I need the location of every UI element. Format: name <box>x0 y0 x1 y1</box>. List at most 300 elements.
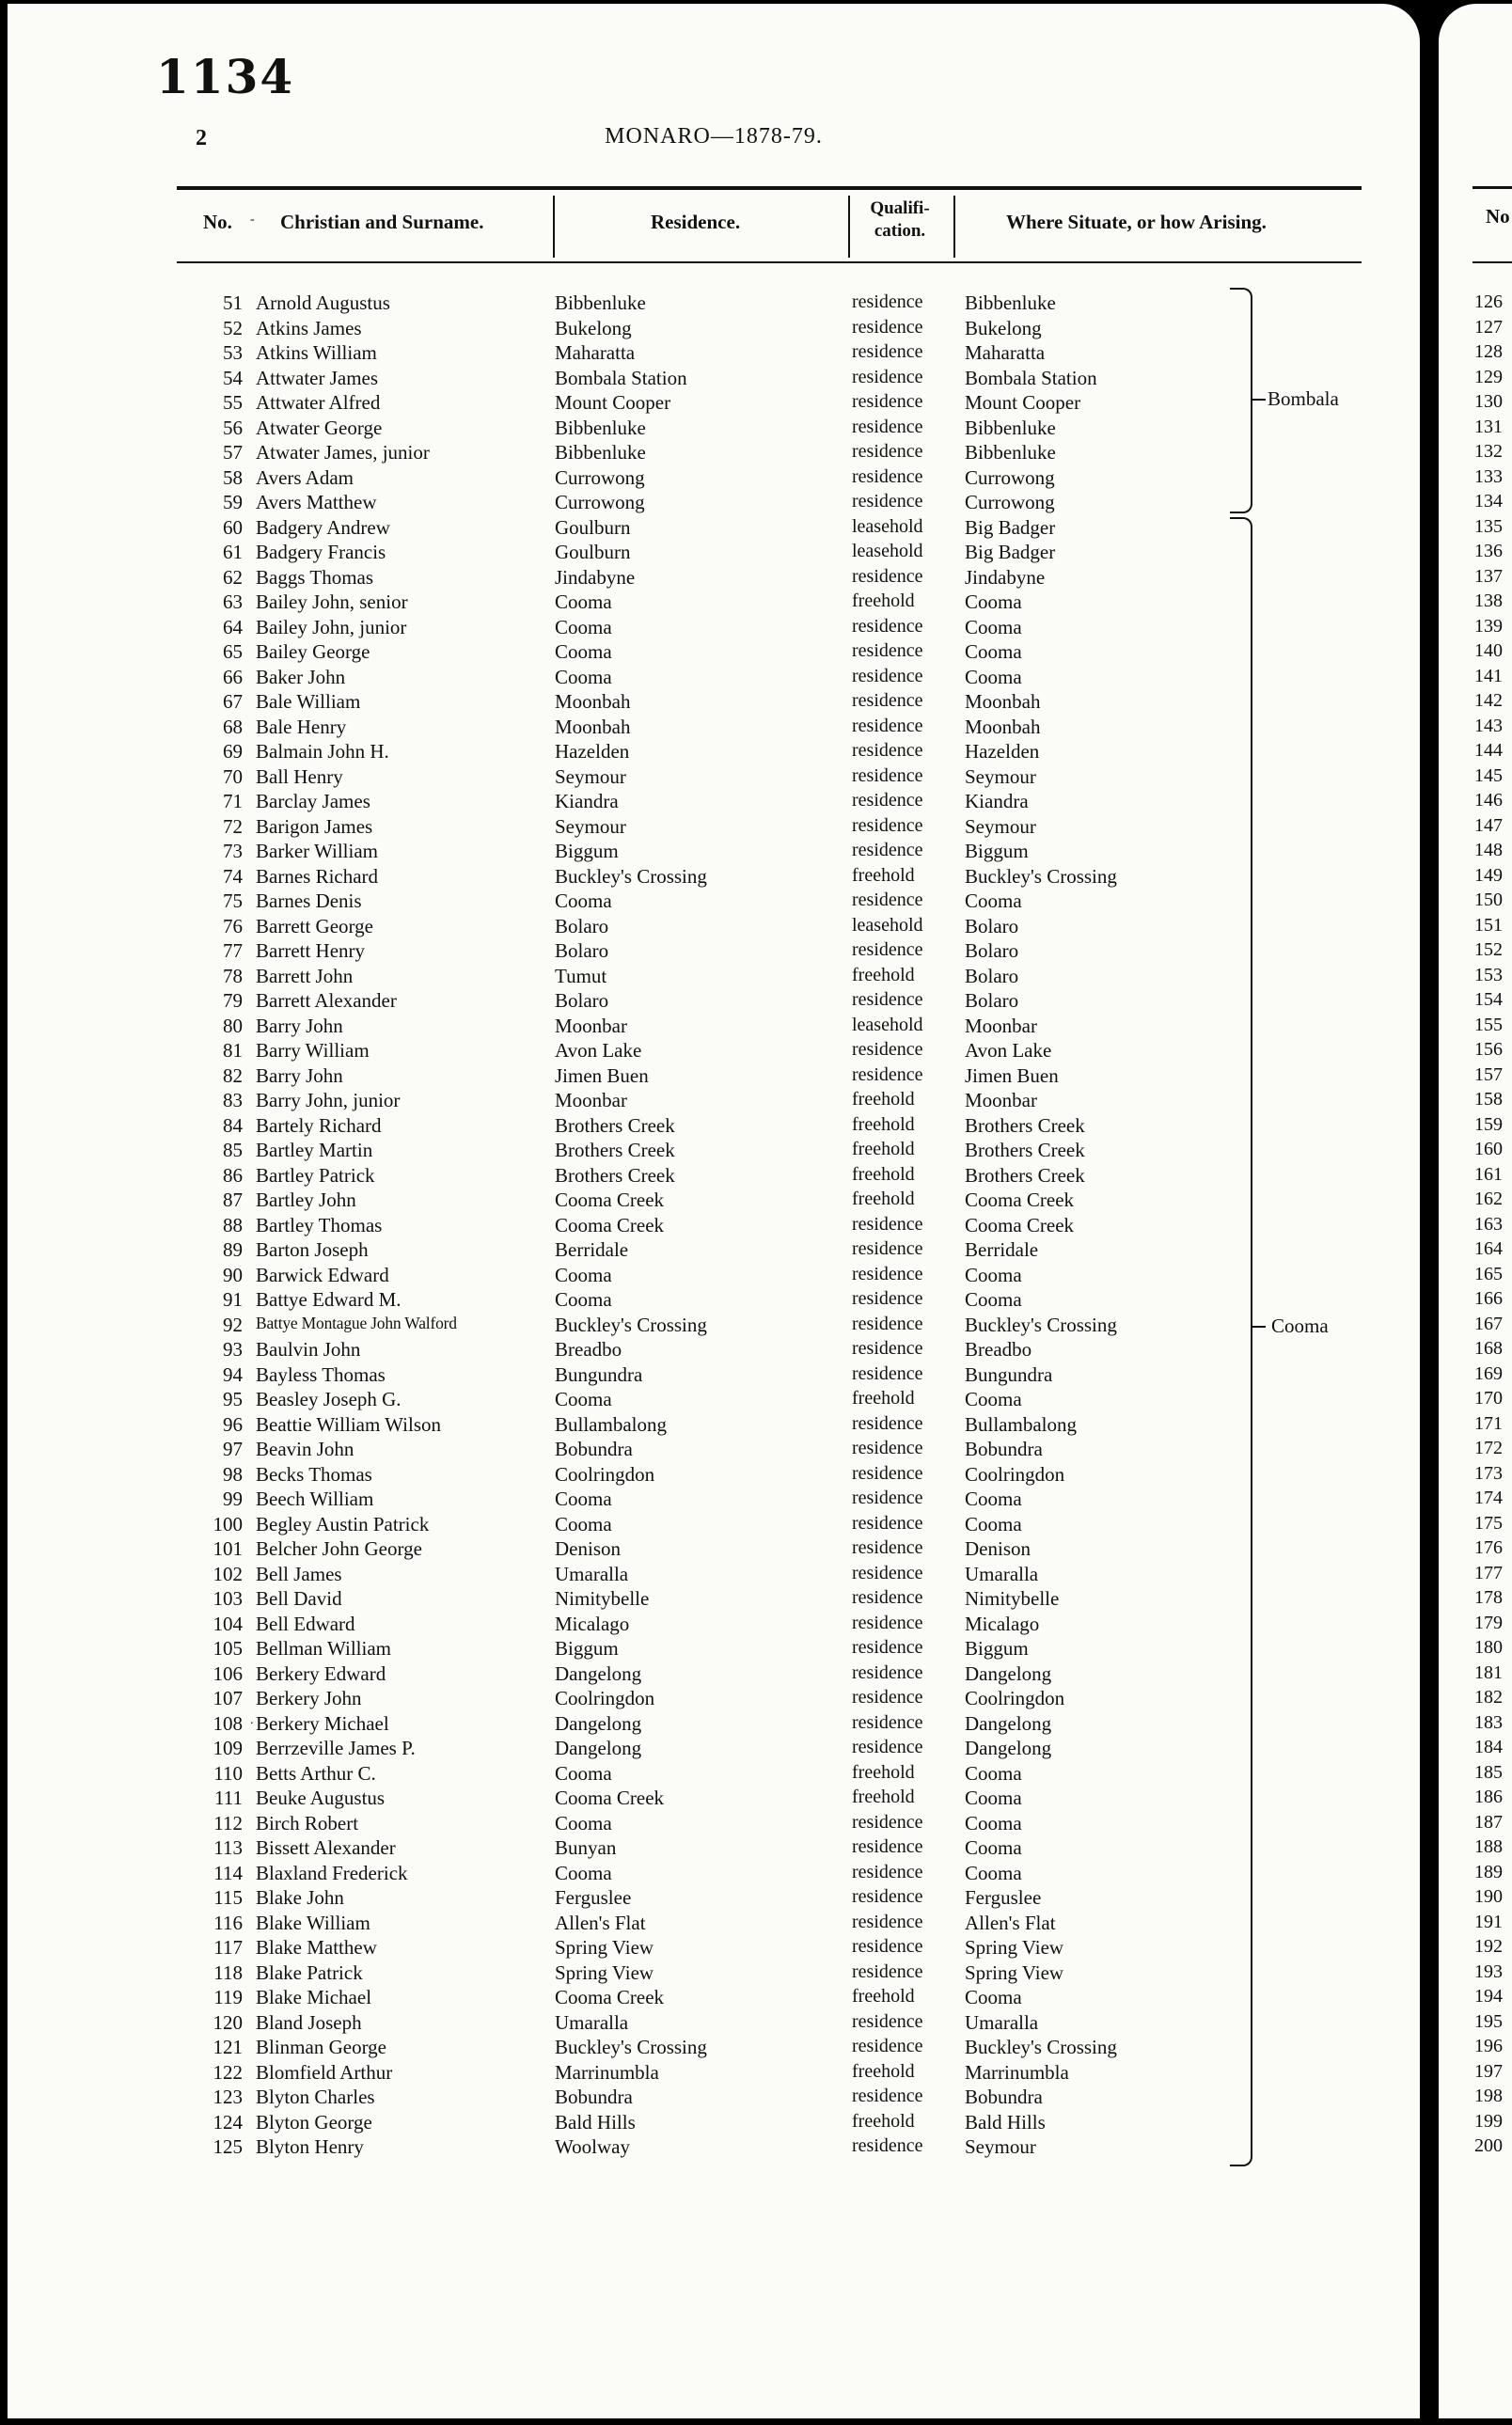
entry-residence: Currowong <box>555 491 645 513</box>
entry-number: 101 <box>213 1537 243 1560</box>
entry-number: 115 <box>213 1886 243 1909</box>
entry-name: Blyton George <box>256 2110 372 2134</box>
entry-residence: Kiandra <box>555 790 619 812</box>
entry-qualification: residence <box>852 840 923 860</box>
table-row <box>8 1886 1420 1912</box>
entry-qualification: freehold <box>852 1139 915 1159</box>
entry-where-situate: Seymour <box>965 814 1036 838</box>
entry-qualification: residence <box>852 1537 923 1558</box>
entry-residence: Cooma <box>555 1488 612 1510</box>
entry-name: Berkery Edward <box>256 1661 386 1685</box>
facing-entry-number: 196 <box>1474 2036 1503 2056</box>
facing-entry-number: 159 <box>1474 1113 1503 1135</box>
entry-name: Bartely Richard <box>256 1113 382 1137</box>
facing-entry-number: 176 <box>1474 1537 1503 1558</box>
page-number: 2 <box>196 126 207 150</box>
facing-entry-number: 169 <box>1474 1362 1503 1384</box>
facing-entry-number: 149 <box>1474 864 1503 886</box>
entry-residence: Denison <box>555 1537 621 1560</box>
header-qualification-line1: Qualifi- <box>870 198 930 218</box>
facing-entry-number: 178 <box>1474 1587 1503 1608</box>
table-row <box>8 989 1420 1015</box>
entry-number: 54 <box>223 366 243 389</box>
entry-where-situate: Umaralla <box>965 2010 1039 2034</box>
entry-number: 103 <box>213 1587 243 1610</box>
entry-number: 58 <box>223 465 243 489</box>
entry-qualification: residence <box>852 640 923 661</box>
entry-residence: Brothers Creek <box>555 1163 675 1187</box>
entry-name: Blyton Henry <box>256 2135 364 2158</box>
facing-entry-number: 138 <box>1474 591 1503 611</box>
entry-residence: Cooma <box>555 1861 612 1884</box>
entry-where-situate: Cooma <box>965 615 1022 638</box>
entry-where-situate: Biggum <box>965 840 1029 862</box>
entry-residence: Bobundra <box>555 2086 633 2108</box>
entry-qualification: residence <box>852 1960 923 1982</box>
entry-residence: Buckley's Crossing <box>555 2036 707 2058</box>
entry-residence: Cooma <box>555 1288 612 1311</box>
entry-number: 73 <box>223 840 243 862</box>
entry-qualification: leasehold <box>852 1014 923 1035</box>
table-row <box>8 1961 1420 1987</box>
entry-where-situate: Bobundra <box>965 2086 1043 2108</box>
entry-qualification: residence <box>852 2135 923 2156</box>
entry-residence: Spring View <box>555 1960 654 1984</box>
facing-entry-number: 189 <box>1474 1861 1503 1882</box>
facing-entry-number: 155 <box>1474 1014 1503 1035</box>
entry-qualification: residence <box>852 1687 923 1708</box>
entry-name: Battye Montague John Walford <box>256 1313 457 1332</box>
entry-qualification: residence <box>852 615 923 637</box>
table-row <box>8 2011 1420 2037</box>
entry-where-situate: Breadbo <box>965 1338 1032 1361</box>
entry-number: 108 <box>213 1711 243 1735</box>
entry-where-situate: Coolringdon <box>965 1687 1065 1709</box>
entry-where-situate: Bolaro <box>965 914 1019 937</box>
entry-number: 65 <box>223 640 243 663</box>
entry-name: Bartley John <box>256 1189 356 1211</box>
entry-where-situate: Cooma <box>965 1986 1022 2008</box>
entry-qualification: residence <box>852 1288 923 1309</box>
table-row <box>8 1537 1420 1563</box>
facing-entry-number: 153 <box>1474 964 1503 985</box>
table-row <box>8 840 1420 865</box>
entry-where-situate: Allen's Flat <box>965 1911 1056 1934</box>
table-row <box>8 441 1420 466</box>
entry-qualification: residence <box>852 441 923 462</box>
entry-qualification: residence <box>852 416 923 437</box>
table-row <box>8 1463 1420 1488</box>
entry-where-situate: Umaralla <box>965 1562 1039 1585</box>
entry-name: Blinman George <box>256 2036 387 2058</box>
entry-number: 51 <box>223 291 243 314</box>
entry-number: 80 <box>223 1014 243 1037</box>
entry-number: 111 <box>214 1787 243 1809</box>
entry-number: 98 <box>223 1462 243 1486</box>
entry-number: 93 <box>223 1338 243 1361</box>
entry-residence: Brothers Creek <box>555 1139 675 1161</box>
entry-number: 95 <box>223 1388 243 1410</box>
entry-number: 124 <box>213 2110 243 2134</box>
facing-entry-number: 126 <box>1474 291 1503 312</box>
header-top-rule <box>177 186 1362 190</box>
entry-name: Barry John <box>256 1063 343 1087</box>
facing-entry-number: 135 <box>1474 515 1503 537</box>
entry-name: Betts Arthur C. <box>256 1761 376 1785</box>
header-name: Christian and Surname. <box>280 211 484 233</box>
entry-where-situate: Biggum <box>965 1637 1029 1660</box>
entry-where-situate: Maharatta <box>965 341 1046 364</box>
entry-residence: Bobundra <box>555 1438 633 1460</box>
entry-qualification: residence <box>852 291 923 312</box>
entry-number: 107 <box>213 1687 243 1709</box>
entry-number: 62 <box>223 565 243 589</box>
facing-entry-number: 200 <box>1474 2135 1503 2156</box>
entry-residence: Bibbenluke <box>555 441 646 464</box>
entry-qualification: residence <box>852 1562 923 1583</box>
entry-where-situate: Bald Hills <box>965 2110 1046 2134</box>
facing-numbers-list <box>1465 291 1503 2161</box>
entry-number: 79 <box>223 989 243 1012</box>
entry-qualification: residence <box>852 890 923 910</box>
entry-residence: Nimitybelle <box>555 1587 650 1610</box>
entry-qualification: residence <box>852 1213 923 1235</box>
table-row <box>8 815 1420 841</box>
header-where: Where Situate, or how Arising. <box>1006 211 1267 233</box>
facing-entry-number: 139 <box>1474 615 1503 637</box>
entry-where-situate: Bolaro <box>965 939 1019 962</box>
facing-entry-number: 165 <box>1474 1263 1503 1284</box>
entry-where-situate: Cooma <box>965 591 1022 613</box>
entry-name: Balmain John H. <box>256 740 389 763</box>
facing-entry-number: 184 <box>1474 1737 1503 1757</box>
table-row <box>8 765 1420 791</box>
entry-qualification: residence <box>852 565 923 587</box>
entry-number: 64 <box>223 615 243 638</box>
table-row <box>8 1836 1420 1862</box>
entry-where-situate: Dangelong <box>965 1661 1052 1685</box>
facing-entry-number: 199 <box>1474 2110 1503 2132</box>
entry-number: 106 <box>213 1661 243 1685</box>
entry-residence: Biggum <box>555 840 619 862</box>
entry-residence: Currowong <box>555 465 645 489</box>
facing-entry-number: 128 <box>1474 341 1503 362</box>
entry-number: 92 <box>223 1313 243 1336</box>
district-label-cooma: Cooma <box>1271 1315 1329 1337</box>
entry-qualification: residence <box>852 939 923 960</box>
facing-entry-number: 131 <box>1474 416 1503 437</box>
entry-qualification: residence <box>852 2010 923 2032</box>
entry-number: 81 <box>223 1039 243 1062</box>
entry-name: Barry William <box>256 1039 370 1062</box>
entry-number: 76 <box>223 914 243 937</box>
entry-number: 71 <box>223 790 243 812</box>
entry-number: 119 <box>213 1986 243 2008</box>
entry-name: Bellman William <box>256 1637 391 1660</box>
entry-qualification: residence <box>852 1587 923 1608</box>
entry-where-situate: Bibbenluke <box>965 416 1056 439</box>
running-title: MONARO—1878-79. <box>605 124 823 149</box>
entry-qualification: residence <box>852 1637 923 1658</box>
entry-qualification: residence <box>852 989 923 1010</box>
entry-name: Ball Henry <box>256 764 343 788</box>
entry-number: 86 <box>223 1163 243 1187</box>
header-divider <box>953 196 955 258</box>
entry-residence: Cooma Creek <box>555 1986 665 2008</box>
entry-qualification: residence <box>852 465 923 487</box>
entry-where-situate: Bungundra <box>965 1362 1053 1386</box>
entry-name: Bissett Alexander <box>256 1836 396 1859</box>
entry-residence: Maharatta <box>555 341 636 364</box>
facing-entry-number: 157 <box>1474 1063 1503 1085</box>
entry-name: Bland Joseph <box>256 2010 362 2034</box>
facing-entry-number: 185 <box>1474 1761 1503 1783</box>
entry-residence: Bibbenluke <box>555 416 646 439</box>
entry-name: Belcher John George <box>256 1537 422 1560</box>
entry-number: 122 <box>213 2060 243 2084</box>
entry-where-situate: Currowong <box>965 465 1055 489</box>
table-row <box>8 417 1420 442</box>
entry-residence: Seymour <box>555 764 626 788</box>
entry-where-situate: Mount Cooper <box>965 391 1081 414</box>
table-row <box>8 341 1420 367</box>
entry-where-situate: Denison <box>965 1537 1031 1560</box>
entry-where-situate: Bibbenluke <box>965 291 1056 314</box>
entry-residence: Jindabyne <box>555 565 636 589</box>
table-row <box>8 1737 1420 1762</box>
entry-number: 82 <box>223 1063 243 1087</box>
entry-where-situate: Buckley's Crossing <box>965 1313 1117 1336</box>
facing-entry-number: 173 <box>1474 1462 1503 1484</box>
facing-entry-number: 198 <box>1474 2086 1503 2106</box>
entry-number: 91 <box>223 1288 243 1311</box>
entry-name: Barry John, junior <box>256 1089 401 1111</box>
table-row <box>8 1513 1420 1538</box>
table-row <box>8 1189 1420 1214</box>
entry-name: Bailey George <box>256 640 370 663</box>
entry-where-situate: Jimen Buen <box>965 1063 1059 1087</box>
facing-entry-number: 187 <box>1474 1811 1503 1833</box>
entry-number: 87 <box>223 1189 243 1211</box>
entry-number: 72 <box>223 814 243 838</box>
header-divider <box>553 196 555 258</box>
entry-residence: Moonbah <box>555 690 631 713</box>
entry-number: 104 <box>213 1612 243 1635</box>
facing-entry-number: 175 <box>1474 1512 1503 1534</box>
entry-where-situate: Big Badger <box>965 515 1056 539</box>
entry-residence: Bullambalong <box>555 1412 667 1436</box>
entry-name: Atwater George <box>256 416 383 439</box>
entry-where-situate: Cooma <box>965 890 1022 912</box>
table-row <box>8 1862 1420 1887</box>
entry-name: Barclay James <box>256 790 370 812</box>
facing-entry-number: 144 <box>1474 740 1503 761</box>
facing-entry-number: 127 <box>1474 316 1503 338</box>
facing-entry-number: 186 <box>1474 1787 1503 1807</box>
entry-qualification: leasehold <box>852 541 923 561</box>
entry-name: Barnes Denis <box>256 890 362 912</box>
table-row <box>8 1637 1420 1662</box>
entry-number: 110 <box>213 1761 243 1785</box>
table-row <box>8 1413 1420 1439</box>
entry-residence: Umaralla <box>555 2010 629 2034</box>
entry-residence: Allen's Flat <box>555 1911 646 1934</box>
entry-qualification: residence <box>852 1462 923 1484</box>
table-row <box>8 1039 1420 1064</box>
entry-where-situate: Coolringdon <box>965 1462 1065 1486</box>
table-row <box>8 666 1420 691</box>
entry-number: 96 <box>223 1412 243 1436</box>
entry-number: 59 <box>223 491 243 513</box>
entry-qualification: residence <box>852 1886 923 1907</box>
entry-name: Bailey John, senior <box>256 591 408 613</box>
facing-entry-number: 140 <box>1474 640 1503 661</box>
header-no: No. <box>203 211 232 233</box>
table-row <box>8 1563 1420 1588</box>
entry-name: Arnold Augustus <box>256 291 390 314</box>
table-row <box>8 1238 1420 1264</box>
entry-qualification: residence <box>852 1512 923 1534</box>
entry-where-situate: Moonbah <box>965 715 1041 738</box>
table-row <box>8 915 1420 940</box>
entry-number: 57 <box>223 441 243 464</box>
entry-name: Bayless Thomas <box>256 1362 386 1386</box>
facing-entry-number: 162 <box>1474 1189 1503 1209</box>
table-row <box>8 566 1420 591</box>
entry-residence: Mount Cooper <box>555 391 671 414</box>
entry-name: Barker William <box>256 840 378 862</box>
table-row <box>8 740 1420 765</box>
entry-qualification: residence <box>852 1861 923 1882</box>
entry-number: 68 <box>223 715 243 738</box>
header-dash-mark: - <box>250 213 255 227</box>
entry-where-situate: Cooma Creek <box>965 1213 1075 1236</box>
entry-qualification: residence <box>852 1438 923 1458</box>
entry-qualification: residence <box>852 1737 923 1757</box>
entry-residence: Moonbar <box>555 1089 627 1111</box>
entry-residence: Bolaro <box>555 939 609 962</box>
entry-number: 114 <box>213 1861 243 1884</box>
facing-entry-number: 134 <box>1474 491 1503 512</box>
register-page <box>8 4 1420 2418</box>
facing-entry-number: 170 <box>1474 1388 1503 1409</box>
entry-residence: Jimen Buen <box>555 1063 649 1087</box>
entry-where-situate: Marrinumbla <box>965 2060 1069 2084</box>
entry-residence: Spring View <box>555 1936 654 1959</box>
table-row <box>8 1264 1420 1289</box>
entry-qualification: residence <box>852 1313 923 1334</box>
facing-header-no: No <box>1486 205 1510 228</box>
entry-residence: Coolringdon <box>555 1462 655 1486</box>
facing-entry-number: 191 <box>1474 1911 1503 1932</box>
entry-name: Badgery Andrew <box>256 515 390 539</box>
entry-qualification: freehold <box>852 964 915 985</box>
entry-where-situate: Moonbah <box>965 690 1041 713</box>
entry-residence: Cooma <box>555 1811 612 1834</box>
entry-where-situate: Cooma Creek <box>965 1189 1075 1211</box>
entry-where-situate: Dangelong <box>965 1711 1052 1735</box>
entry-number: 75 <box>223 890 243 912</box>
entry-name: Blyton Charles <box>256 2086 375 2108</box>
entry-name: Barton Joseph <box>256 1238 369 1261</box>
entry-qualification: residence <box>852 1711 923 1733</box>
table-row <box>8 1363 1420 1389</box>
entry-where-situate: Jindabyne <box>965 565 1046 589</box>
entry-qualification: residence <box>852 665 923 686</box>
table-row <box>8 2111 1420 2136</box>
entry-residence: Cooma <box>555 1263 612 1286</box>
entry-where-situate: Cooma <box>965 1787 1022 1809</box>
entry-name: Blake Michael <box>256 1986 372 2008</box>
entry-residence: Bolaro <box>555 989 609 1012</box>
entry-name: Blake William <box>256 1911 370 1934</box>
table-row <box>8 491 1420 516</box>
entry-where-situate: Dangelong <box>965 1737 1052 1759</box>
entry-where-situate: Big Badger <box>965 541 1056 563</box>
entry-where-situate: Bullambalong <box>965 1412 1077 1436</box>
entry-name: Barigon James <box>256 814 373 838</box>
folio-number: 1134 <box>156 49 295 104</box>
facing-entry-number: 192 <box>1474 1936 1503 1957</box>
entry-qualification: residence <box>852 391 923 412</box>
entry-number: 84 <box>223 1113 243 1137</box>
facing-entry-number: 137 <box>1474 565 1503 587</box>
facing-entry-number: 133 <box>1474 465 1503 487</box>
entry-name: Atkins James <box>256 316 362 339</box>
facing-entry-number: 180 <box>1474 1637 1503 1658</box>
entry-name: Battye Edward M. <box>256 1288 402 1311</box>
stray-mark: . <box>250 1713 254 1727</box>
entry-where-situate: Bukelong <box>965 316 1042 339</box>
entry-where-situate: Seymour <box>965 764 1036 788</box>
entry-qualification: residence <box>852 1039 923 1060</box>
table-row <box>8 1089 1420 1114</box>
entry-where-situate: Moonbar <box>965 1089 1037 1111</box>
entry-qualification: freehold <box>852 1189 915 1209</box>
entry-qualification: freehold <box>852 1388 915 1409</box>
entry-residence: Cooma Creek <box>555 1189 665 1211</box>
facing-entry-number: 166 <box>1474 1288 1503 1309</box>
entry-name: Barnes Richard <box>256 864 379 888</box>
table-row <box>8 616 1420 641</box>
entry-residence: Cooma <box>555 591 612 613</box>
entry-qualification: residence <box>852 1238 923 1259</box>
facing-entry-number: 141 <box>1474 665 1503 686</box>
entry-number: 77 <box>223 939 243 962</box>
entry-number: 55 <box>223 391 243 414</box>
entry-qualification: leasehold <box>852 515 923 537</box>
entry-where-situate: Buckley's Crossing <box>965 2036 1117 2058</box>
table-row <box>8 2135 1420 2161</box>
entry-name: Bailey John, junior <box>256 615 407 638</box>
entry-name: Berrzeville James P. <box>256 1737 416 1759</box>
table-row <box>8 965 1420 990</box>
entry-name: Bell Edward <box>256 1612 355 1635</box>
header-bottom-rule <box>177 261 1362 263</box>
entry-residence: Tumut <box>555 964 607 987</box>
entry-residence: Cooma <box>555 615 612 638</box>
facing-entry-number: 183 <box>1474 1711 1503 1733</box>
entry-name: Bale William <box>256 690 361 713</box>
entry-residence: Cooma <box>555 1388 612 1410</box>
entry-name: Avers Adam <box>256 465 354 489</box>
entry-qualification: residence <box>852 1661 923 1683</box>
facing-entry-number: 171 <box>1474 1412 1503 1434</box>
header-residence: Residence. <box>651 211 741 233</box>
entry-qualification: freehold <box>852 1986 915 2007</box>
facing-entry-number: 164 <box>1474 1238 1503 1259</box>
table-row <box>8 716 1420 741</box>
